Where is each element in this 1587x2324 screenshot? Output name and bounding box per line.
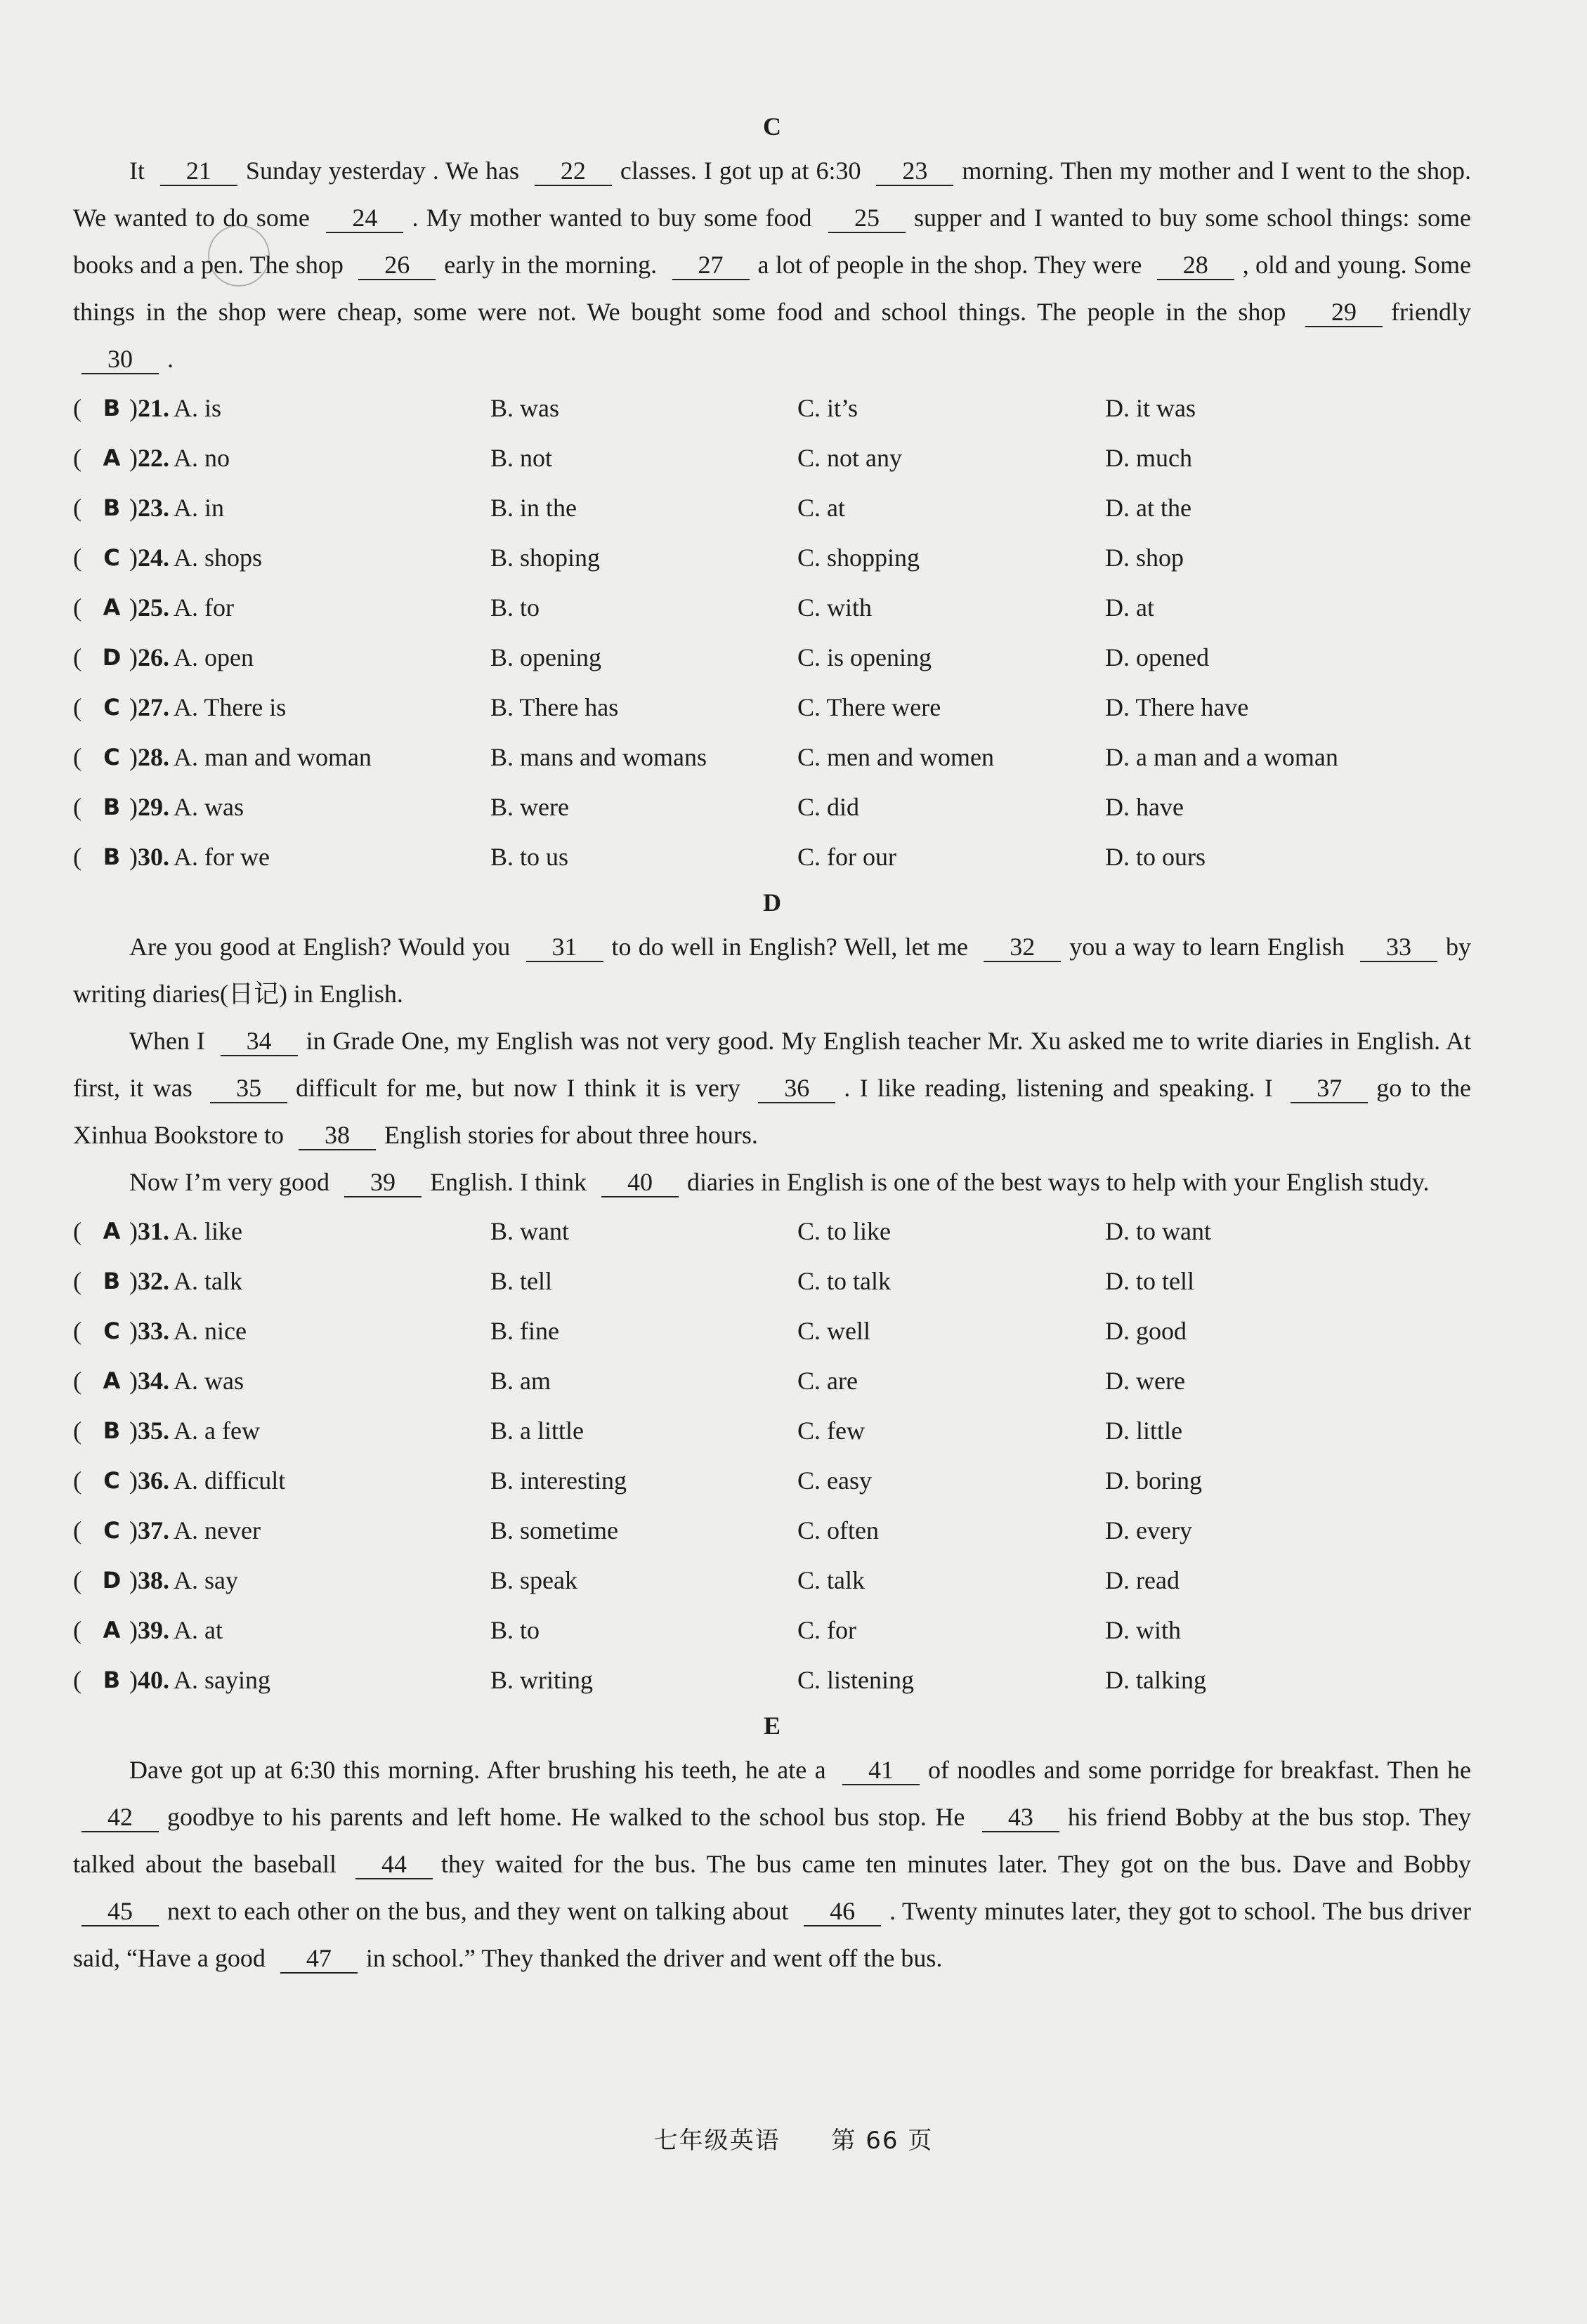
question-number: 35. xyxy=(138,1416,169,1445)
close-paren: ) xyxy=(129,643,138,671)
option-b: B. interesting xyxy=(490,1466,627,1495)
blank-number: 46 xyxy=(804,1897,881,1926)
passage-text: English. I think xyxy=(429,1168,593,1196)
section-c-title: C xyxy=(763,112,781,140)
blank-number: 22 xyxy=(535,157,612,186)
question-number: 22. xyxy=(138,443,169,472)
passage-text: Sunday yesterday . We has xyxy=(245,157,526,185)
question-row xyxy=(73,632,1471,682)
open-paren: ( xyxy=(73,1565,81,1594)
question-number: 36. xyxy=(138,1466,169,1495)
question-number: 33. xyxy=(138,1316,169,1345)
passage-text: . xyxy=(167,345,174,373)
section-d-paragraph xyxy=(73,924,1471,1018)
option-a: A. shops xyxy=(174,543,263,572)
answer-letter: B xyxy=(103,494,121,521)
blank-number: 38 xyxy=(299,1121,376,1150)
question-lead xyxy=(73,1615,490,1645)
option-c: C. for our xyxy=(797,842,896,871)
passage-text: they waited for the bus. The bus came ten minutes later. They got on the bus. Dave and Bobby xyxy=(441,1850,1471,1878)
close-paren: ) xyxy=(129,692,138,721)
option-c: C. is opening xyxy=(797,643,932,671)
section-d-questions xyxy=(73,1206,1471,1705)
option-c: C. listening xyxy=(797,1665,915,1694)
close-paren: ) xyxy=(129,1466,138,1495)
blank-number: 30 xyxy=(81,345,159,374)
passage-text: . I like reading, listening and speaking. I xyxy=(844,1074,1283,1102)
passage-text: early in the morning. xyxy=(444,251,664,279)
option-b: B. in the xyxy=(490,493,577,522)
option-b: B. to us xyxy=(490,842,569,871)
answer-letter: B xyxy=(103,394,121,421)
passage-text: to do well in English? Well, let me xyxy=(611,933,976,961)
question-row xyxy=(73,732,1471,782)
option-d: D. talking xyxy=(1105,1665,1206,1694)
passage-text: difficult for me, but now I think it is very xyxy=(296,1074,750,1102)
question-row xyxy=(73,1455,1471,1505)
question-number: 23. xyxy=(138,493,169,522)
option-c: C. did xyxy=(797,792,860,821)
option-a: A. talk xyxy=(174,1266,242,1295)
passage-text: Now I’m very good xyxy=(129,1168,336,1196)
question-lead xyxy=(73,1366,490,1396)
section-d-paragraph xyxy=(73,1018,1471,1159)
question-lead xyxy=(73,692,490,722)
close-paren: ) xyxy=(129,443,138,472)
question-number: 39. xyxy=(138,1615,169,1644)
question-row xyxy=(73,1555,1471,1605)
passage-text: . Twenty minutes later, they got to school. The bus driver said, “Have a good xyxy=(73,1897,1471,1972)
option-d: D. read xyxy=(1105,1565,1180,1594)
answer-letter: C xyxy=(103,743,120,770)
option-d: D. to tell xyxy=(1105,1266,1194,1295)
option-a: A. at xyxy=(174,1615,223,1644)
answer-letter: C xyxy=(103,693,120,721)
blank-number: 31 xyxy=(526,933,603,962)
question-lead xyxy=(73,1266,490,1296)
option-b: B. writing xyxy=(490,1665,594,1694)
option-d: D. much xyxy=(1105,443,1192,472)
blank-number: 47 xyxy=(280,1944,358,1974)
blank-number: 42 xyxy=(81,1803,159,1832)
question-row xyxy=(73,782,1471,832)
passage-text: English stories for about three hours. xyxy=(384,1121,758,1149)
option-c: C. not any xyxy=(797,443,902,472)
passage-text: next to each other on the bus, and they went on talking about xyxy=(167,1897,796,1925)
option-d: D. were xyxy=(1105,1366,1185,1395)
option-a: A. saying xyxy=(174,1665,270,1694)
question-lead xyxy=(73,742,490,772)
question-lead xyxy=(73,643,490,672)
blank-number: 32 xyxy=(984,933,1061,962)
passage-text: in Grade One, my English was not very good. My English teacher Mr. Xu asked me to write diaries in English. At first, it was xyxy=(73,1027,1471,1102)
option-a: A. difficult xyxy=(174,1466,286,1495)
answer-letter: D xyxy=(102,643,122,671)
question-lead xyxy=(73,1316,490,1346)
answer-letter: A xyxy=(103,1367,121,1394)
blank-number: 23 xyxy=(876,157,953,186)
close-paren: ) xyxy=(129,1665,138,1694)
open-paren: ( xyxy=(73,543,81,572)
passage-text: his friend Bobby at the bus stop. They talked about the baseball xyxy=(73,1803,1471,1878)
question-number: 24. xyxy=(138,543,169,572)
section-e-title: E xyxy=(763,1712,781,1740)
question-number: 29. xyxy=(138,792,169,821)
answer-letter: C xyxy=(103,544,120,571)
open-paren: ( xyxy=(73,1516,81,1544)
answer-letter: C xyxy=(103,1516,120,1544)
option-d: D. little xyxy=(1105,1416,1182,1445)
passage-text: Are you good at English? Would you xyxy=(129,933,518,961)
question-lead xyxy=(73,1516,490,1545)
question-row xyxy=(73,482,1471,532)
close-paren: ) xyxy=(129,1266,138,1295)
passage-text: goodbye to his parents and left home. He walked to the school bus stop. He xyxy=(167,1803,974,1831)
answer-letter: A xyxy=(103,593,121,621)
option-d: D. to want xyxy=(1105,1216,1211,1245)
close-paren: ) xyxy=(129,842,138,871)
blank-number: 24 xyxy=(326,204,403,233)
question-row xyxy=(73,1206,1471,1256)
footer-subject: 七年级英语 xyxy=(653,2127,781,2155)
option-b: B. want xyxy=(490,1216,569,1245)
option-b: B. a little xyxy=(490,1416,584,1445)
blank-number: 33 xyxy=(1360,933,1437,962)
passage-text: , old and young. Some things in the shop were cheap, some were not. We bought some food and school things. The people in the shop xyxy=(73,251,1471,326)
open-paren: ( xyxy=(73,792,81,821)
open-paren: ( xyxy=(73,1416,81,1445)
answer-letter: B xyxy=(103,1666,121,1693)
option-d: D. to ours xyxy=(1105,842,1206,871)
blank-number: 25 xyxy=(828,204,906,233)
answer-letter: B xyxy=(103,1267,121,1294)
option-b: B. mans and womans xyxy=(490,742,707,771)
close-paren: ) xyxy=(129,792,138,821)
blank-number: 43 xyxy=(982,1803,1059,1832)
option-c: C. at xyxy=(797,493,845,522)
option-d: D. with xyxy=(1105,1615,1181,1644)
answer-letter: A xyxy=(103,1217,121,1245)
option-a: A. open xyxy=(174,643,254,671)
option-d: D. good xyxy=(1105,1316,1187,1345)
open-paren: ( xyxy=(73,1216,81,1245)
passage-text: a lot of people in the shop. They were xyxy=(757,251,1149,279)
section-d-passage xyxy=(73,924,1471,1206)
question-number: 28. xyxy=(138,742,169,771)
option-d: D. There have xyxy=(1105,692,1249,721)
open-paren: ( xyxy=(73,593,81,622)
option-a: A. no xyxy=(174,443,230,472)
blank-number: 29 xyxy=(1305,298,1383,327)
section-c-passage xyxy=(73,147,1471,383)
close-paren: ) xyxy=(129,1416,138,1445)
option-d: D. it was xyxy=(1105,393,1196,422)
section-c-questions xyxy=(73,383,1471,881)
option-b: B. am xyxy=(490,1366,551,1395)
question-row xyxy=(73,832,1471,881)
question-row xyxy=(73,1355,1471,1405)
close-paren: ) xyxy=(129,1366,138,1395)
question-number: 25. xyxy=(138,593,169,622)
question-row xyxy=(73,1405,1471,1455)
open-paren: ( xyxy=(73,1665,81,1694)
blank-number: 45 xyxy=(81,1897,159,1926)
footer-page-number: 第 66 页 xyxy=(831,2127,934,2155)
close-paren: ) xyxy=(129,1316,138,1345)
close-paren: ) xyxy=(129,1516,138,1544)
open-paren: ( xyxy=(73,1266,81,1295)
section-d-title: D xyxy=(763,888,781,917)
option-b: B. to xyxy=(490,1615,540,1644)
passage-text: in school.” They thanked the driver and went off the bus. xyxy=(365,1944,943,1972)
option-d: D. opened xyxy=(1105,643,1209,671)
blank-number: 44 xyxy=(355,1850,433,1879)
blank-number: 35 xyxy=(210,1074,287,1103)
option-d: D. every xyxy=(1105,1516,1192,1544)
question-number: 32. xyxy=(138,1266,169,1295)
question-number: 30. xyxy=(138,842,169,871)
option-c: C. it’s xyxy=(797,393,858,422)
question-row xyxy=(73,383,1471,433)
question-number: 21. xyxy=(138,393,169,422)
option-c: C. men and women xyxy=(797,742,994,771)
option-a: A. man and woman xyxy=(174,742,372,771)
blank-number: 41 xyxy=(842,1756,920,1785)
open-paren: ( xyxy=(73,842,81,871)
question-row xyxy=(73,532,1471,582)
question-lead xyxy=(73,792,490,822)
option-b: B. tell xyxy=(490,1266,552,1295)
blank-number: 34 xyxy=(221,1027,298,1056)
close-paren: ) xyxy=(129,742,138,771)
option-a: A. was xyxy=(174,792,244,821)
option-b: B. to xyxy=(490,593,540,622)
passage-text: of noodles and some porridge for breakfast. Then he xyxy=(927,1756,1471,1784)
question-number: 27. xyxy=(138,692,169,721)
blank-number: 37 xyxy=(1291,1074,1368,1103)
question-number: 34. xyxy=(138,1366,169,1395)
section-d-paragraph xyxy=(73,1159,1471,1206)
question-lead xyxy=(73,1416,490,1445)
close-paren: ) xyxy=(129,493,138,522)
answer-letter: B xyxy=(103,793,121,820)
close-paren: ) xyxy=(129,1615,138,1644)
option-c: C. There were xyxy=(797,692,941,721)
option-c: C. well xyxy=(797,1316,870,1345)
answer-letter: C xyxy=(103,1466,120,1494)
option-a: A. a few xyxy=(174,1416,260,1445)
question-number: 26. xyxy=(138,643,169,671)
open-paren: ( xyxy=(73,1366,81,1395)
passage-text: morning. Then my mother and I went to the shop. We wanted to do some xyxy=(73,157,1471,232)
question-lead xyxy=(73,1216,490,1246)
open-paren: ( xyxy=(73,1615,81,1644)
option-c: C. shopping xyxy=(797,543,920,572)
answer-letter: D xyxy=(102,1566,122,1594)
option-a: A. nice xyxy=(174,1316,247,1345)
option-d: D. at xyxy=(1105,593,1154,622)
option-c: C. with xyxy=(797,593,873,622)
question-row xyxy=(73,433,1471,482)
question-number: 31. xyxy=(138,1216,169,1245)
passage-text: by writing diaries(日记) in English. xyxy=(73,933,1472,1008)
option-c: C. for xyxy=(797,1615,856,1644)
option-d: D. boring xyxy=(1105,1466,1202,1495)
open-paren: ( xyxy=(73,742,81,771)
open-paren: ( xyxy=(73,443,81,472)
option-d: D. shop xyxy=(1105,543,1184,572)
question-lead xyxy=(73,593,490,622)
option-b: B. opening xyxy=(490,643,601,671)
passage-text: friendly xyxy=(1391,298,1471,326)
option-b: B. shoping xyxy=(490,543,601,572)
open-paren: ( xyxy=(73,493,81,522)
option-a: A. is xyxy=(174,393,222,422)
close-paren: ) xyxy=(129,1565,138,1594)
passage-text: classes. I got up at 6:30 xyxy=(620,157,868,185)
question-row xyxy=(73,1306,1471,1355)
question-lead xyxy=(73,543,490,572)
question-lead xyxy=(73,443,490,473)
blank-number: 39 xyxy=(344,1168,422,1197)
answer-letter: A xyxy=(103,444,121,471)
option-d: D. a man and a woman xyxy=(1105,742,1338,771)
question-number: 37. xyxy=(138,1516,169,1544)
close-paren: ) xyxy=(129,543,138,572)
worksheet-content xyxy=(73,105,1471,1982)
blank-number: 40 xyxy=(601,1168,679,1197)
question-number: 38. xyxy=(138,1565,169,1594)
option-a: A. for we xyxy=(174,842,270,871)
question-lead xyxy=(73,1565,490,1595)
answer-letter: B xyxy=(103,843,121,870)
option-c: C. easy xyxy=(797,1466,872,1495)
answer-letter: B xyxy=(103,1417,121,1444)
question-row xyxy=(73,582,1471,632)
section-e-passage xyxy=(73,1747,1471,1982)
option-c: C. to talk xyxy=(797,1266,891,1295)
question-number: 40. xyxy=(138,1665,169,1694)
option-a: A. for xyxy=(174,593,234,622)
option-c: C. are xyxy=(797,1366,858,1395)
option-a: A. never xyxy=(174,1516,261,1544)
passage-text: Dave got up at 6:30 this morning. After brushing his teeth, he ate a xyxy=(129,1756,834,1784)
answer-letter: C xyxy=(103,1317,120,1344)
close-paren: ) xyxy=(129,1216,138,1245)
option-b: B. not xyxy=(490,443,553,472)
option-d: D. have xyxy=(1105,792,1184,821)
question-row xyxy=(73,1655,1471,1705)
option-b: B. There has xyxy=(490,692,619,721)
passage-text: supper and I wanted to buy some school things: some books and a pen. The shop xyxy=(73,204,1472,279)
blank-number: 28 xyxy=(1157,251,1234,280)
option-a: A. say xyxy=(174,1565,238,1594)
open-paren: ( xyxy=(73,393,81,422)
blank-number: 27 xyxy=(672,251,750,280)
option-b: B. was xyxy=(490,393,559,422)
page-footer xyxy=(0,2121,1587,2155)
option-b: B. fine xyxy=(490,1316,559,1345)
option-c: C. often xyxy=(797,1516,879,1544)
close-paren: ) xyxy=(129,393,138,422)
passage-text: diaries in English is one of the best ways to help with your English study. xyxy=(686,1168,1430,1196)
close-paren: ) xyxy=(129,593,138,622)
open-paren: ( xyxy=(73,643,81,671)
open-paren: ( xyxy=(73,1316,81,1345)
passage-text: go to the Xinhua Bookstore to xyxy=(73,1074,1471,1149)
question-row xyxy=(73,682,1471,732)
question-row xyxy=(73,1505,1471,1555)
question-lead xyxy=(73,1665,490,1695)
option-a: A. There is xyxy=(174,692,287,721)
question-lead xyxy=(73,393,490,423)
question-row xyxy=(73,1605,1471,1655)
blank-number: 21 xyxy=(160,157,237,186)
option-b: B. speak xyxy=(490,1565,577,1594)
open-paren: ( xyxy=(73,692,81,721)
option-a: A. in xyxy=(174,493,224,522)
option-a: A. like xyxy=(174,1216,242,1245)
passage-text: . My mother wanted to buy some food xyxy=(412,204,820,232)
option-c: C. talk xyxy=(797,1565,865,1594)
option-d: D. at the xyxy=(1105,493,1191,522)
option-c: C. few xyxy=(797,1416,865,1445)
question-lead xyxy=(73,493,490,523)
passage-text: When I xyxy=(129,1027,212,1055)
answer-letter: A xyxy=(103,1616,121,1643)
option-a: A. was xyxy=(174,1366,244,1395)
open-paren: ( xyxy=(73,1466,81,1495)
passage-text: you a way to learn English xyxy=(1069,933,1352,961)
option-c: C. to like xyxy=(797,1216,891,1245)
question-row xyxy=(73,1256,1471,1306)
question-lead xyxy=(73,842,490,872)
blank-number: 36 xyxy=(758,1074,835,1103)
blank-number: 26 xyxy=(358,251,436,280)
option-b: B. were xyxy=(490,792,569,821)
question-lead xyxy=(73,1466,490,1495)
passage-text: It xyxy=(129,157,152,185)
option-b: B. sometime xyxy=(490,1516,618,1544)
